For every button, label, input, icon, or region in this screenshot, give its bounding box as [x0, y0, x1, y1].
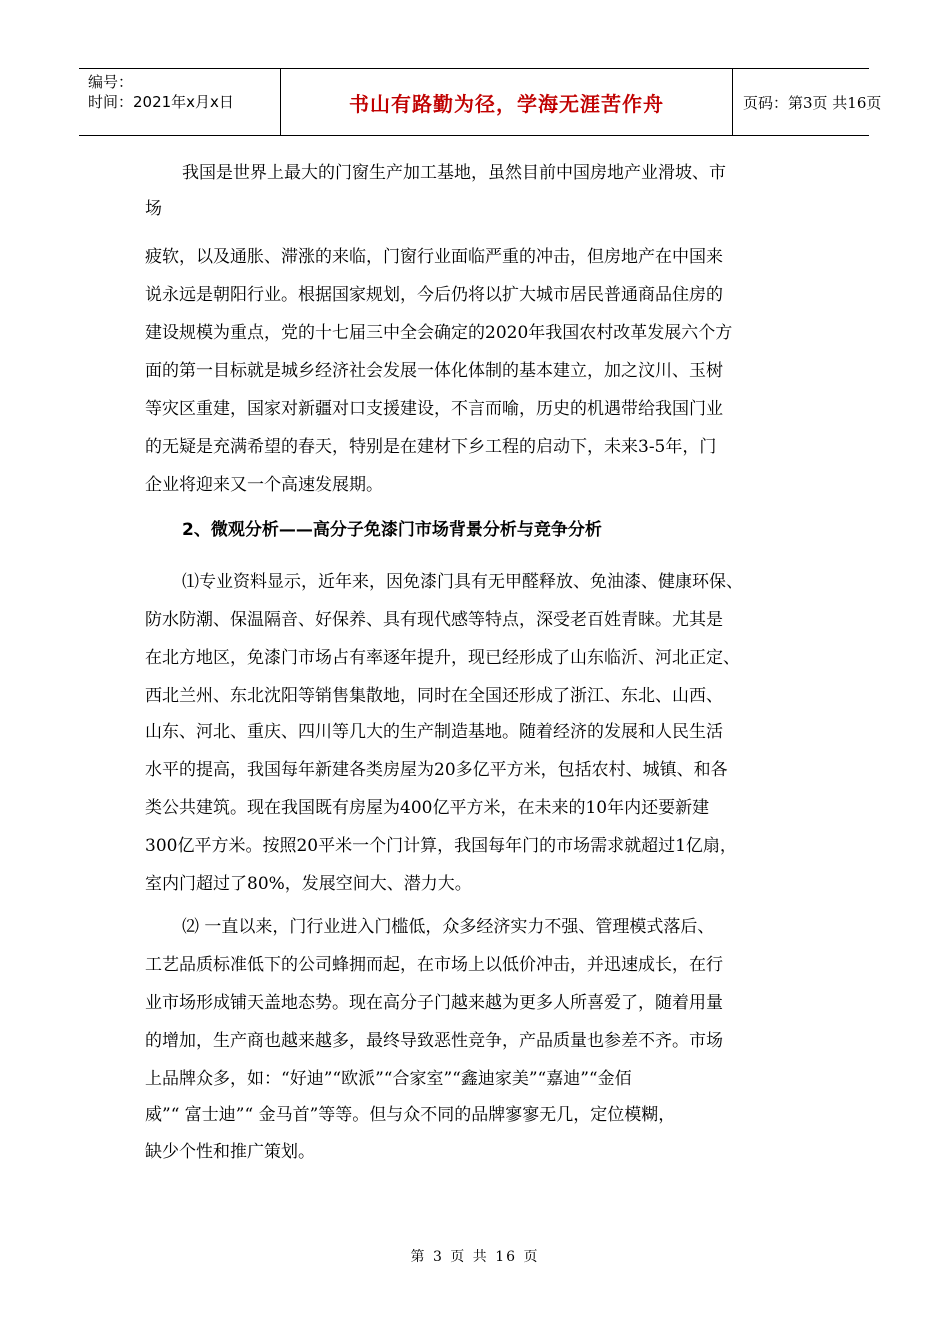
text-line: 企业将迎来又一个高速发展期。: [145, 475, 383, 495]
text-line: 300亿平方米。按照20平米一个门计算，我国每年门的市场需求就超过1亿扇，: [145, 836, 737, 856]
text-line: 我国是世界上最大的门窗生产加工基地，虽然目前中国房地产业滑坡、市: [182, 163, 726, 183]
text-line: 面的第一目标就是城乡经济社会发展一体化体制的基本建立，加之汶川、玉树: [145, 361, 723, 381]
text-line: 业市场形成铺天盖地态势。现在高分子门越来越为更多人所喜爱了，随着用量: [145, 993, 723, 1013]
text-line: 防水防潮、保温隔音、好保养、具有现代感等特点，深受老百姓青睐。尤其是: [145, 610, 723, 630]
text-line: ⑴专业资料显示，近年来，因免漆门具有无甲醛释放、免油漆、健康环保、: [182, 572, 743, 592]
text-line: 西北兰州、东北沈阳等销售集散地，同时在全国还形成了浙江、东北、山西、: [145, 686, 723, 706]
page-info: 页码：第3页 共16页: [743, 93, 882, 112]
section-heading: 2、微观分析——高分子免漆门市场背景分析与竞争分析: [182, 520, 602, 540]
document-body: [145, 0, 810, 1200]
text-line: 说永远是朝阳行业。根据国家规划，今后仍将以扩大城市居民普通商品住房的: [145, 285, 723, 305]
text-line: 在北方地区，免漆门市场占有率逐年提升，现已经形成了山东临沂、河北正定、: [145, 648, 740, 668]
serial-number-label: 编号：: [88, 73, 134, 91]
motto-text: 书山有路勤为径，学海无涯苦作舟: [349, 91, 664, 116]
text-line: 建设规模为重点，党的十七届三中全会确定的2020年我国农村改革发展六个方: [145, 323, 733, 343]
text-line: 室内门超过了80%，发展空间大、潜力大。: [145, 874, 472, 894]
text-line: 的增加，生产商也越来越多，最终导致恶性竞争，产品质量也参差不齐。市场: [145, 1031, 723, 1051]
text-line: 场: [145, 199, 162, 219]
text-line: 山东、河北、重庆、四川等几大的生产制造基地。随着经济的发展和人民生活: [145, 722, 723, 742]
text-line: 缺少个性和推广策划。: [145, 1142, 315, 1162]
page-footer: 第 3 页 共 16 页: [410, 1249, 540, 1265]
date-label: 时间：2021年x月x日: [88, 93, 234, 111]
text-line: 的无疑是充满希望的春天，特别是在建材下乡工程的启动下，未来3-5年，门: [145, 437, 717, 457]
text-line: 疲软，以及通胀、滞涨的来临，门窗行业面临严重的冲击，但房地产在中国来: [145, 247, 723, 267]
text-line: 类公共建筑。现在我国既有房屋为400亿平方米，在未来的10年内还要新建: [145, 798, 710, 818]
text-line: ⑵ 一直以来，门行业进入门槛低，众多经济实力不强、管理模式落后、: [182, 917, 715, 937]
text-line: 工艺品质标准低下的公司蜂拥而起，在市场上以低价冲击，并迅速成长，在行: [145, 955, 723, 975]
text-line: 水平的提高，我国每年新建各类房屋为20多亿平方米，包括农村、城镇、和各: [145, 760, 728, 780]
text-line: 等灾区重建，国家对新疆对口支援建设，不言而喻，历史的机遇带给我国门业: [145, 399, 723, 419]
text-line: 上品牌众多，如：“好迪”“欧派”“合家室”“鑫迪家美”“嘉迪”“金佰: [145, 1069, 632, 1089]
text-line: 威”“ 富士迪”“ 金马首”等等。但与众不同的品牌寥寥无几，定位模糊，: [145, 1105, 676, 1125]
